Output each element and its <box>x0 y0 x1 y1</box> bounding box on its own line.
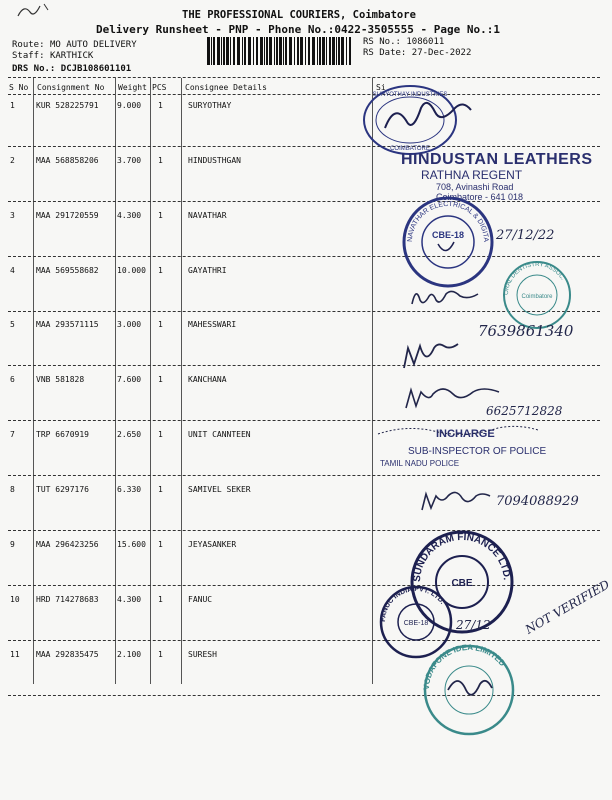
cell-consignment-no: MAA 568858206 <box>36 156 99 165</box>
col-header-pcs: PCS <box>152 83 167 92</box>
cell-consignment-no: MAA 296423256 <box>36 540 99 549</box>
row-separator <box>8 475 600 476</box>
barcode-bar <box>207 37 210 65</box>
cell-sno: 11 <box>10 650 20 659</box>
cell-consignee: NAVATHAR <box>188 211 227 220</box>
incharge-stamp: INCHARGE <box>436 428 495 440</box>
hindustan-stamp-address: 708, Avinashi Road <box>436 182 514 192</box>
barcode-bar <box>266 37 268 65</box>
cell-consignee: GAYATHRI <box>188 266 227 275</box>
svg-text:SUNDARAM FINANCE LTD.: SUNDARAM FINANCE LTD. <box>411 531 512 583</box>
staff-value: KARTHICK <box>49 51 94 61</box>
handwritten-note: NOT VERIFIED <box>522 577 612 637</box>
cell-consignment-no: VNB 581828 <box>36 375 85 384</box>
staff-line <box>12 51 93 61</box>
route-line <box>12 40 137 50</box>
svg-text:FANUC INDIA PVT. LTD.: FANUC INDIA PVT. LTD. <box>379 585 446 623</box>
rs-date-label: RS Date: <box>363 48 407 58</box>
cell-sno: 3 <box>10 211 15 220</box>
cell-sno: 6 <box>10 375 15 384</box>
barcode-bar <box>338 37 340 65</box>
company-seal-icon <box>355 80 485 160</box>
drs-line <box>12 64 131 74</box>
col-divider <box>33 78 34 684</box>
cell-weight: 4.300 <box>117 595 142 604</box>
cell-consignment-no: MAA 292835475 <box>36 650 99 659</box>
barcode-bar <box>294 37 295 65</box>
pen-mark-icon <box>14 0 54 22</box>
barcode-bar <box>221 37 222 65</box>
barcode-bar <box>256 37 258 65</box>
police-dept-stamp: TAMIL NADU POLICE <box>380 459 460 468</box>
cell-weight: 10.000 <box>117 266 146 275</box>
cell-consignment-no: KUR 528225791 <box>36 101 99 110</box>
barcode-bar <box>312 37 315 65</box>
barcode-bar <box>230 37 231 65</box>
svg-text:CBE-18: CBE-18 <box>403 620 429 627</box>
route-value: MO AUTO DELIVERY <box>49 40 137 50</box>
barcode-bar <box>308 37 310 65</box>
barcode-bar <box>322 37 325 65</box>
svg-text:Coimbatore: Coimbatore <box>521 294 553 300</box>
handwritten-phone: 7094088929 <box>496 494 579 509</box>
col-header-weight: Weight <box>118 83 147 92</box>
barcode-bar <box>248 37 251 65</box>
svg-text:CBE: CBE <box>451 578 473 589</box>
electrical-seal-icon <box>398 192 498 292</box>
col-divider <box>115 78 116 684</box>
cell-sno: 5 <box>10 320 15 329</box>
svg-text:COIMBATORE: COIMBATORE <box>390 146 430 152</box>
barcode <box>207 37 355 65</box>
row-separator <box>8 365 600 366</box>
barcode-bar <box>300 37 303 65</box>
barcode-bar <box>319 37 321 65</box>
drs-label: DRS No.: <box>12 64 56 74</box>
cell-pcs: 1 <box>158 101 163 110</box>
cell-sno: 4 <box>10 266 15 275</box>
cell-sno: 2 <box>10 156 15 165</box>
cell-consignee: FANUC <box>188 595 213 604</box>
svg-text:NAVATHAR ELECTRICAL & DIGITAL: NAVATHAR ELECTRICAL & DIGITA <box>406 200 490 243</box>
cell-consignee: SURESH <box>188 650 217 659</box>
cell-weight: 3.700 <box>117 156 142 165</box>
barcode-bar <box>283 37 284 65</box>
svg-text:ORAL DENTISTRY ASSOC.: ORAL DENTISTRY ASSOC. <box>503 261 566 296</box>
cell-weight: 2.650 <box>117 430 142 439</box>
cell-sno: 8 <box>10 485 15 494</box>
barcode-bar <box>285 37 287 65</box>
cell-consignment-no: MAA 291720559 <box>36 211 99 220</box>
rs-date-value: 27-Dec-2022 <box>411 48 472 58</box>
barcode-bar <box>336 37 337 65</box>
cell-pcs: 1 <box>158 485 163 494</box>
cell-consignee: SAMIVEL SEKER <box>188 485 251 494</box>
row-separator <box>8 256 600 257</box>
document-title: THE PROFESSIONAL COURIERS, Coimbatore <box>182 9 416 21</box>
cell-sno: 1 <box>10 101 15 110</box>
cell-consignment-no: MAA 569558682 <box>36 266 99 275</box>
hindustan-stamp-name: HINDUSTAN LEATHERS <box>401 151 593 168</box>
vodafone-idea-seal-icon <box>414 640 524 740</box>
handwritten-phone: 6625712828 <box>486 404 563 418</box>
rs-no-line <box>363 37 444 47</box>
barcode-bar <box>329 37 331 65</box>
barcode-bar <box>223 37 225 65</box>
cell-consignee: UNIT CANNTEEN <box>188 430 251 439</box>
barcode-bar <box>317 37 318 65</box>
svg-text:SURYOTHAY INDUSTRIES: SURYOTHAY INDUSTRIES <box>372 92 448 98</box>
drs-value: DCJB108601101 <box>60 64 132 74</box>
barcode-bar <box>226 37 229 65</box>
cell-consignee: JEYASANKER <box>188 540 237 549</box>
cell-sno: 10 <box>10 595 20 604</box>
svg-text:CBE-18: CBE-18 <box>431 230 465 240</box>
cell-consignment-no: HRD 714278683 <box>36 595 99 604</box>
cell-pcs: 1 <box>158 320 163 329</box>
barcode-bar <box>233 37 235 65</box>
barcode-bar <box>260 37 263 65</box>
barcode-bar <box>341 37 344 65</box>
cell-weight: 9.000 <box>117 101 142 110</box>
cell-pcs: 1 <box>158 540 163 549</box>
signature-icon <box>418 488 498 514</box>
handwritten-date: 27/12 <box>456 618 491 632</box>
cell-pcs: 1 <box>158 595 163 604</box>
barcode-bar <box>346 37 347 65</box>
staff-label: Staff: <box>12 51 45 61</box>
cell-pcs: 1 <box>158 375 163 384</box>
cell-pcs: 1 <box>158 156 163 165</box>
cell-consignment-no: TRP 6670919 <box>36 430 89 439</box>
cell-weight: 7.600 <box>117 375 142 384</box>
cell-sno: 9 <box>10 540 15 549</box>
rs-no-value: 1086011 <box>406 37 445 47</box>
cell-weight: 6.330 <box>117 485 142 494</box>
rs-date-line <box>363 48 471 58</box>
route-label: Route: <box>12 40 45 50</box>
cell-weight: 2.100 <box>117 650 142 659</box>
cell-consignment-no: TUT 6297176 <box>36 485 89 494</box>
handwritten-date: 27/12/22 <box>496 228 555 243</box>
col-divider <box>181 78 182 684</box>
signature-icon <box>376 420 556 440</box>
cell-weight: 15.600 <box>117 540 146 549</box>
barcode-bar <box>297 37 299 65</box>
barcode-bar <box>253 37 254 65</box>
col-header-signature: Si <box>376 83 386 92</box>
hindustan-stamp-city: Coimbatore - 641 018 <box>436 192 524 202</box>
cell-pcs: 1 <box>158 266 163 275</box>
barcode-bar <box>326 37 327 65</box>
hindustan-stamp-sub: RATHNA REGENT <box>421 168 523 182</box>
table-top-rule <box>8 77 600 78</box>
barcode-bar <box>264 37 265 65</box>
cell-consignee: KANCHANA <box>188 375 227 384</box>
barcode-bar <box>289 37 292 65</box>
barcode-bar <box>269 37 272 65</box>
cell-weight: 3.000 <box>117 320 142 329</box>
svg-text:VODAFONE IDEA LIMITED: VODAFONE IDEA LIMITED <box>421 642 508 691</box>
table-header-rule <box>8 94 600 95</box>
runsheet-subtitle: Delivery Runsheet - PNP - Phone No.:0422-3505555 - Page No.:1 <box>96 23 500 36</box>
rs-no-label: RS No.: <box>363 37 401 47</box>
cell-pcs: 1 <box>158 211 163 220</box>
barcode-bar <box>332 37 335 65</box>
barcode-bar <box>213 37 215 65</box>
handwritten-phone: 7639861340 <box>478 322 574 340</box>
cell-consignee: MAHESSWARI <box>188 320 237 329</box>
signature-icon <box>400 342 470 372</box>
row-separator <box>8 146 600 147</box>
cell-consignee: SURYOTHAY <box>188 101 232 110</box>
col-divider <box>150 78 151 684</box>
cell-consignee: HINDUSTHGAN <box>188 156 241 165</box>
barcode-bar <box>276 37 278 65</box>
barcode-bar <box>237 37 240 65</box>
cell-weight: 4.300 <box>117 211 142 220</box>
col-header-consignment: Consignment No <box>37 83 105 92</box>
barcode-bar <box>349 37 351 65</box>
signature-icon <box>408 282 498 312</box>
col-header-consignee: Consignee Details <box>185 83 267 92</box>
cell-pcs: 1 <box>158 430 163 439</box>
barcode-bar <box>211 37 212 65</box>
cell-consignment-no: MAA 293571115 <box>36 320 99 329</box>
barcode-bar <box>242 37 243 65</box>
col-header-sno: S No <box>9 83 29 92</box>
col-divider <box>372 78 373 684</box>
barcode-bar <box>217 37 220 65</box>
barcode-bar <box>274 37 275 65</box>
barcode-bar <box>279 37 282 65</box>
barcode-bar <box>305 37 306 65</box>
sub-inspector-stamp: SUB-INSPECTOR OF POLICE <box>408 446 547 457</box>
cell-sno: 7 <box>10 430 15 439</box>
barcode-bar <box>244 37 246 65</box>
cell-pcs: 1 <box>158 650 163 659</box>
